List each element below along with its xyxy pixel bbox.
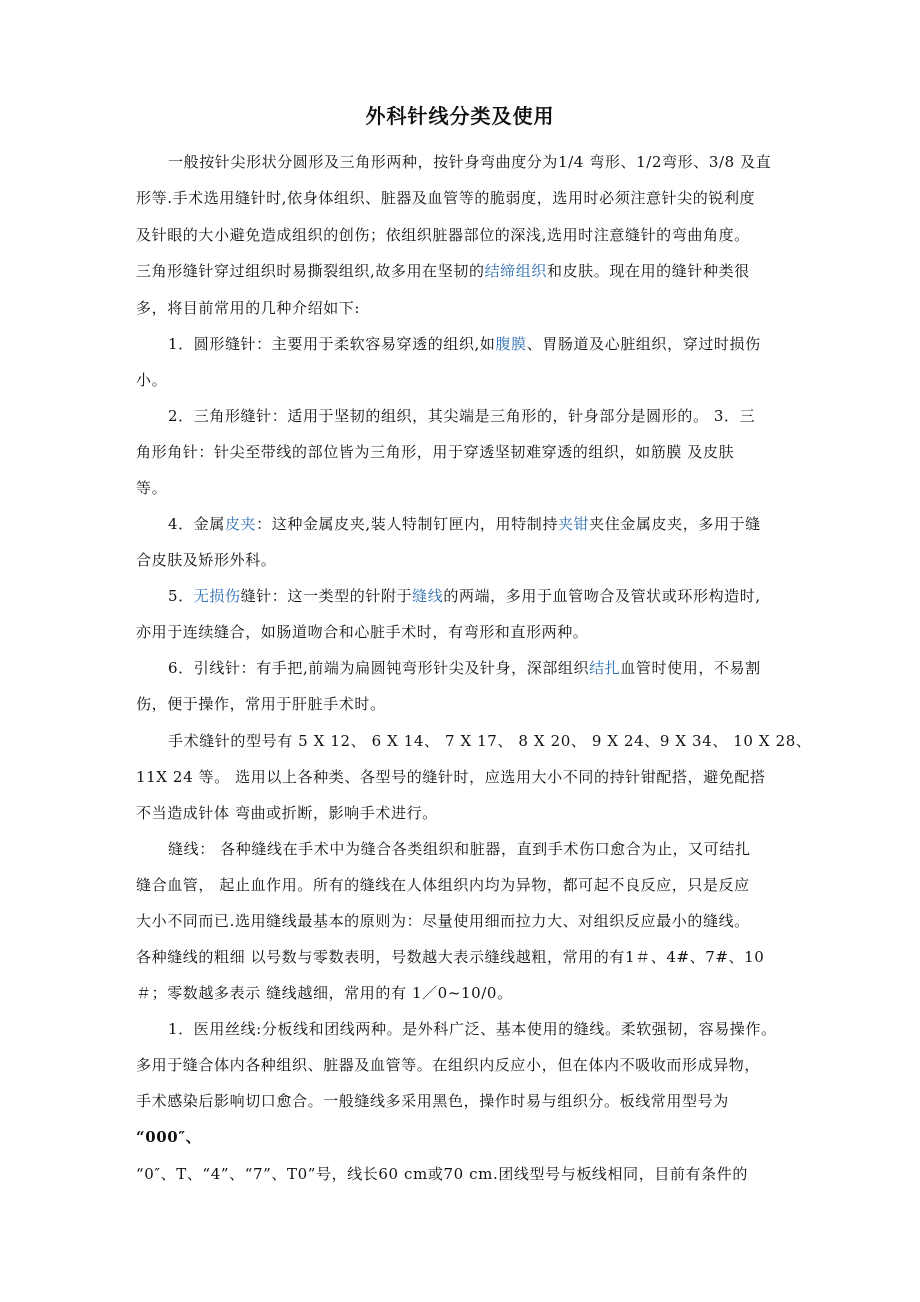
paragraph-line: 形等.手术选用缝针时,依身体组织、脏器及血管等的脆弱度，选用时必须注意针尖的锐利度 (136, 189, 756, 207)
paragraph-line: 小。 (136, 371, 168, 389)
paragraph-line: 手术感染后影响切口愈合。一般缝线多采用黑色，操作时易与组织分。板线常用型号为 (136, 1092, 729, 1110)
paragraph-line: 三角形缝针穿过组织时易撕裂组织,故多用在坚韧的结缔组织和皮肤。现在用的缝针种类很 (136, 262, 750, 280)
paragraph-line: 11X 24 等。 选用以上各种类、各型号的缝针时，应选用大小不同的持针钳配搭，避免配搭 (136, 768, 766, 786)
paragraph-line: 多用于缝合体内各种组织、脏器及血管等。在组织内反应小，但在体内不吸收而形成异物， (136, 1056, 761, 1074)
paragraph-line: 大小不同而已.选用缝线最基本的原则为：尽量使用细而拉力大、对组织反应最小的缝线。 (136, 912, 750, 930)
paragraph-line: 伤，便于操作，常用于肝脏手术时。 (136, 695, 386, 713)
hyperlink[interactable]: 结缔组织 (484, 262, 547, 280)
paragraph-line: 缝线： 各种缝线在手术中为缝合各类组织和脏器，直到手术伤口愈合为止，又可结扎 (168, 840, 751, 858)
paragraph-line: 不当造成针体 弯曲或折断，影响手术进行。 (136, 804, 438, 822)
hyperlink[interactable]: 皮夹 (224, 515, 257, 533)
paragraph-line: “000″、 (136, 1128, 202, 1146)
paragraph-line: 6．引线针：有手把,前端为扁圆钝弯形针尖及针身，深部组织结扎血管时使用，不易割 (168, 659, 761, 677)
paragraph-line: 及针眼的大小避免造成组织的创伤；依组织脏器部位的深浅,选用时注意缝针的弯曲角度。 (136, 226, 750, 244)
paragraph-line: 4．金属皮夹：这种金属皮夹,装人特制钉匣内，用特制持夹钳夹住金属皮夹，多用于缝 (168, 515, 761, 533)
hyperlink[interactable]: 腹膜 (495, 335, 527, 353)
hyperlink[interactable]: 结扎 (589, 659, 621, 677)
hyperlink[interactable]: 无损伤 (193, 587, 241, 605)
paragraph-line: “0″、T、“4”、“7”、T0”号，线长60 cm或70 cm.团线型号与板线相同，目前有条件的 (136, 1165, 748, 1183)
paragraph-line: ＃；零数越多表示 缝线越细，常用的有 1／0~10/0。 (136, 984, 513, 1002)
paragraph-line: 等。 (136, 479, 168, 497)
paragraph-line: 多，将目前常用的几种介绍如下: (136, 299, 361, 317)
paragraph-line: 1．圆形缝针：主要用于柔软容易穿透的组织,如腹膜、胃肠道及心脏组织，穿过时损伤 (168, 335, 761, 353)
paragraph-line: 手术缝针的型号有 5 X 12、 6 X 14、 7 X 17、 8 X 20、 9 X 24、9 X 34、 10 X 28、 (168, 732, 812, 750)
paragraph-line: 合皮肤及矫形外科。 (136, 551, 277, 569)
paragraph-line: 1．医用丝线:分板线和团线两种。是外科广泛、基本使用的缝线。柔软强韧，容易操作。 (168, 1020, 777, 1038)
paragraph-line: 亦用于连续缝合，如肠道吻合和心脏手术时，有弯形和直形两种。 (136, 623, 589, 641)
paragraph-line: 缝合血管， 起止血作用。所有的缝线在人体组织内均为异物，都可起不良反应，只是反应 (136, 876, 750, 894)
document-title: 外科针线分类及使用 (365, 104, 555, 128)
paragraph-line: 各种缝线的粗细 以号数与零数表明，号数越大表示缝线越粗，常用的有1＃、4#、7#、10 (136, 948, 765, 966)
paragraph-line: 5．无损伤缝针：这一类型的针附于缝线的两端，多用于血管吻合及管状或环形构造时, (168, 587, 761, 605)
paragraph-line: 2．三角形缝针：适用于坚韧的组织，其尖端是三角形的，针身部分是圆形的。 3．三 (168, 407, 756, 425)
hyperlink[interactable]: 缝线 (412, 587, 444, 605)
hyperlink[interactable]: 夹钳 (557, 515, 590, 533)
paragraph-line: 角形角针：针尖至带线的部位皆为三角形，用于穿透坚韧难穿透的组织，如筋膜 及皮肤 (136, 443, 735, 461)
paragraph-line: 一般按针尖形状分圆形及三角形两种，按针身弯曲度分为1/4 弯形、1/2弯形、3/8 及直 (168, 153, 772, 171)
